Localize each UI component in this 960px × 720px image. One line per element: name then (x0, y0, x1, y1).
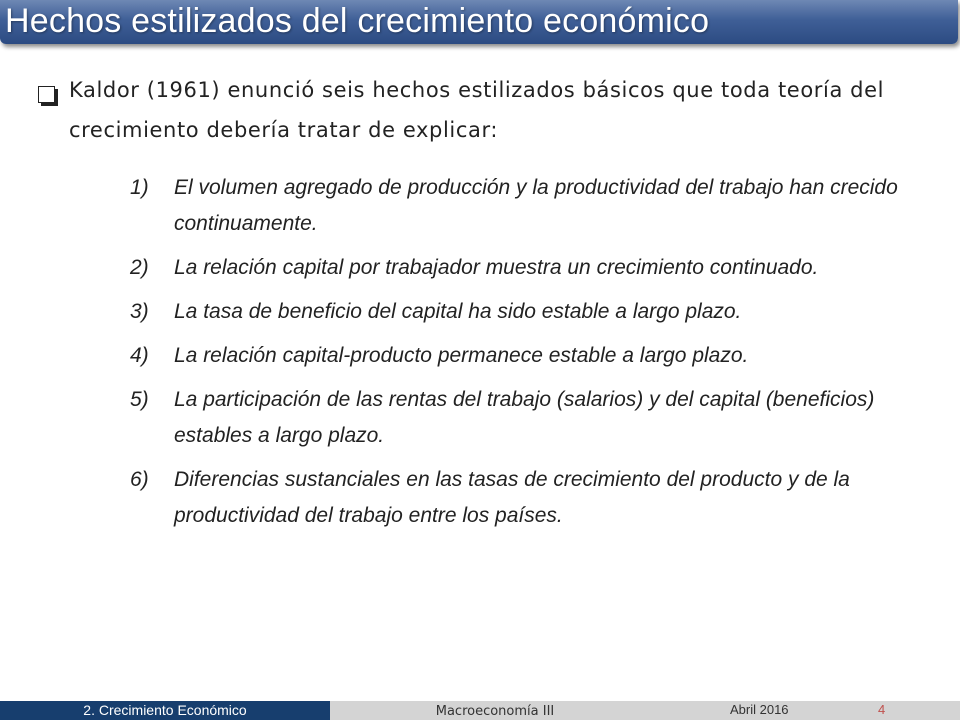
item-text: La participación de las rentas del trabajo (salarios) y del capital (beneficios) estables a largo plazo. (174, 388, 875, 447)
intro-bullet (38, 76, 918, 150)
title-bar (0, 0, 958, 44)
hollow-square-bullet-icon (38, 86, 55, 103)
item-number: 1) (130, 176, 149, 199)
list-item (130, 462, 910, 534)
list-item (130, 382, 910, 454)
intro-text: Kaldor (1961) enunció seis hechos estilizados básicos que toda teoría del crecimiento debería tratar de explicar: (69, 78, 885, 142)
list-item (130, 294, 910, 330)
list-item (130, 338, 910, 374)
item-number: 4) (130, 344, 149, 367)
list-item (130, 250, 910, 286)
item-number: 3) (130, 300, 149, 323)
footer (0, 701, 960, 720)
page-number: 4 (878, 702, 886, 717)
footer-right-panel (660, 701, 960, 720)
item-number: 2) (130, 256, 149, 279)
list-item (130, 170, 910, 242)
footer-course-label: Macroeconomía III (330, 701, 660, 720)
footer-section-label: 2. Crecimiento Económico (0, 701, 330, 720)
item-text: El volumen agregado de producción y la productividad del trabajo han crecido continuamente. (174, 176, 898, 235)
item-number: 5) (130, 388, 149, 411)
slide-title: Hechos estilizados del crecimiento económico (5, 2, 710, 40)
item-text: La relación capital-producto permanece estable a largo plazo. (174, 344, 749, 367)
facts-list (130, 170, 910, 542)
item-text: Diferencias sustanciales en las tasas de crecimiento del producto y de la productividad del trabajo entre los países. (174, 468, 850, 527)
item-text: La tasa de beneficio del capital ha sido estable a largo plazo. (174, 300, 742, 323)
item-number: 6) (130, 468, 149, 491)
item-text: La relación capital por trabajador muestra un crecimiento continuado. (174, 256, 819, 279)
footer-date: Abril 2016 (730, 702, 789, 717)
